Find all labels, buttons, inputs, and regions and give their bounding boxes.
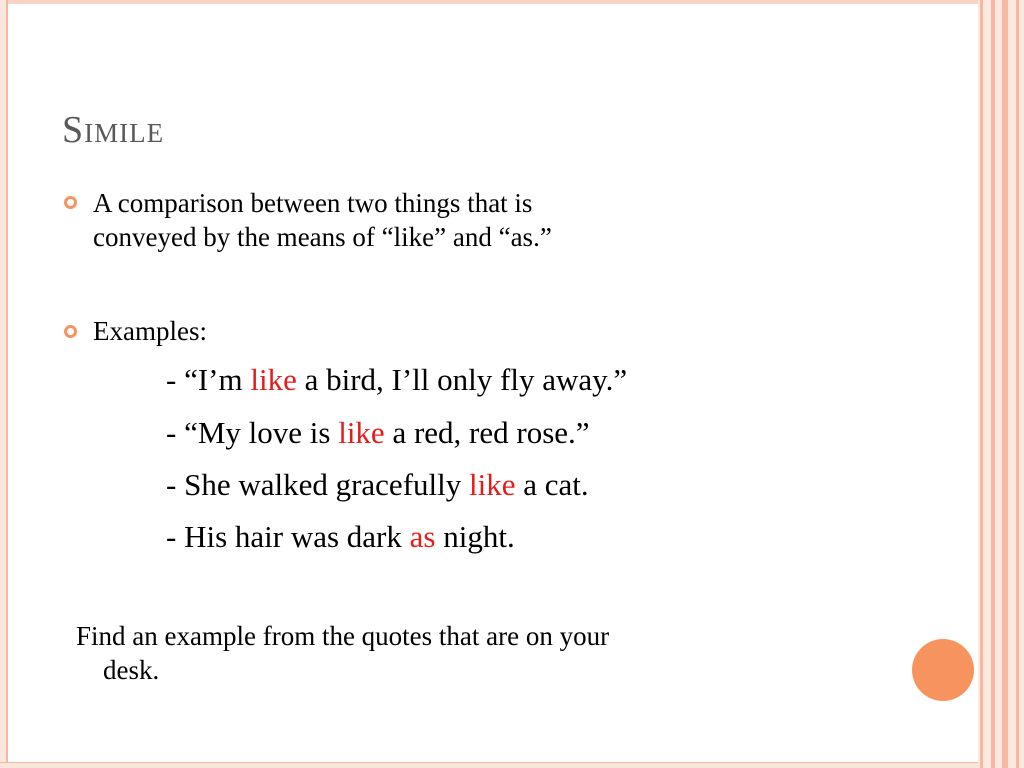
frame-stripe [1016, 0, 1019, 768]
simile-keyword: like [338, 415, 385, 450]
definition-line-1: A comparison between two things that is [93, 188, 533, 218]
simile-keyword: like [469, 467, 516, 502]
frame-left-border [0, 0, 8, 768]
example-line-1 [166, 361, 627, 399]
example-text: - His hair was dark [166, 519, 410, 554]
decorative-circle [912, 639, 974, 701]
example-text: night. [435, 519, 515, 554]
instruction-line-1: Find an example from the quotes that are on your [76, 621, 610, 651]
example-text: - “My love is [166, 415, 339, 450]
frame-top-border [0, 0, 990, 4]
example-text: a cat. [515, 467, 589, 502]
frame-bottom-border [0, 762, 990, 768]
example-line-2 [166, 414, 590, 452]
example-line-3 [166, 466, 589, 504]
frame-right-stripes [978, 0, 1024, 768]
bullet-icon [64, 325, 77, 338]
bullet-icon [64, 196, 77, 209]
simile-keyword: as [409, 519, 436, 554]
example-text: a red, red rose.” [384, 415, 590, 450]
frame-stripe [980, 0, 983, 768]
examples-label: Examples: [93, 316, 207, 346]
instruction-text [76, 619, 896, 687]
example-text: - “I’m [166, 362, 251, 397]
definition-text [93, 186, 552, 254]
instruction-line-2: desk. [103, 655, 160, 685]
example-text: a bird, I’ll only fly away.” [296, 362, 628, 397]
definition-line-2: conveyed by the means of “like” and “as.” [93, 222, 552, 252]
example-line-4 [166, 518, 515, 556]
example-text: - She walked gracefully [166, 467, 469, 502]
frame-stripe [1002, 0, 1008, 768]
frame-stripe [991, 0, 995, 768]
simile-keyword: like [250, 362, 297, 397]
slide-title: Simile [62, 109, 165, 151]
